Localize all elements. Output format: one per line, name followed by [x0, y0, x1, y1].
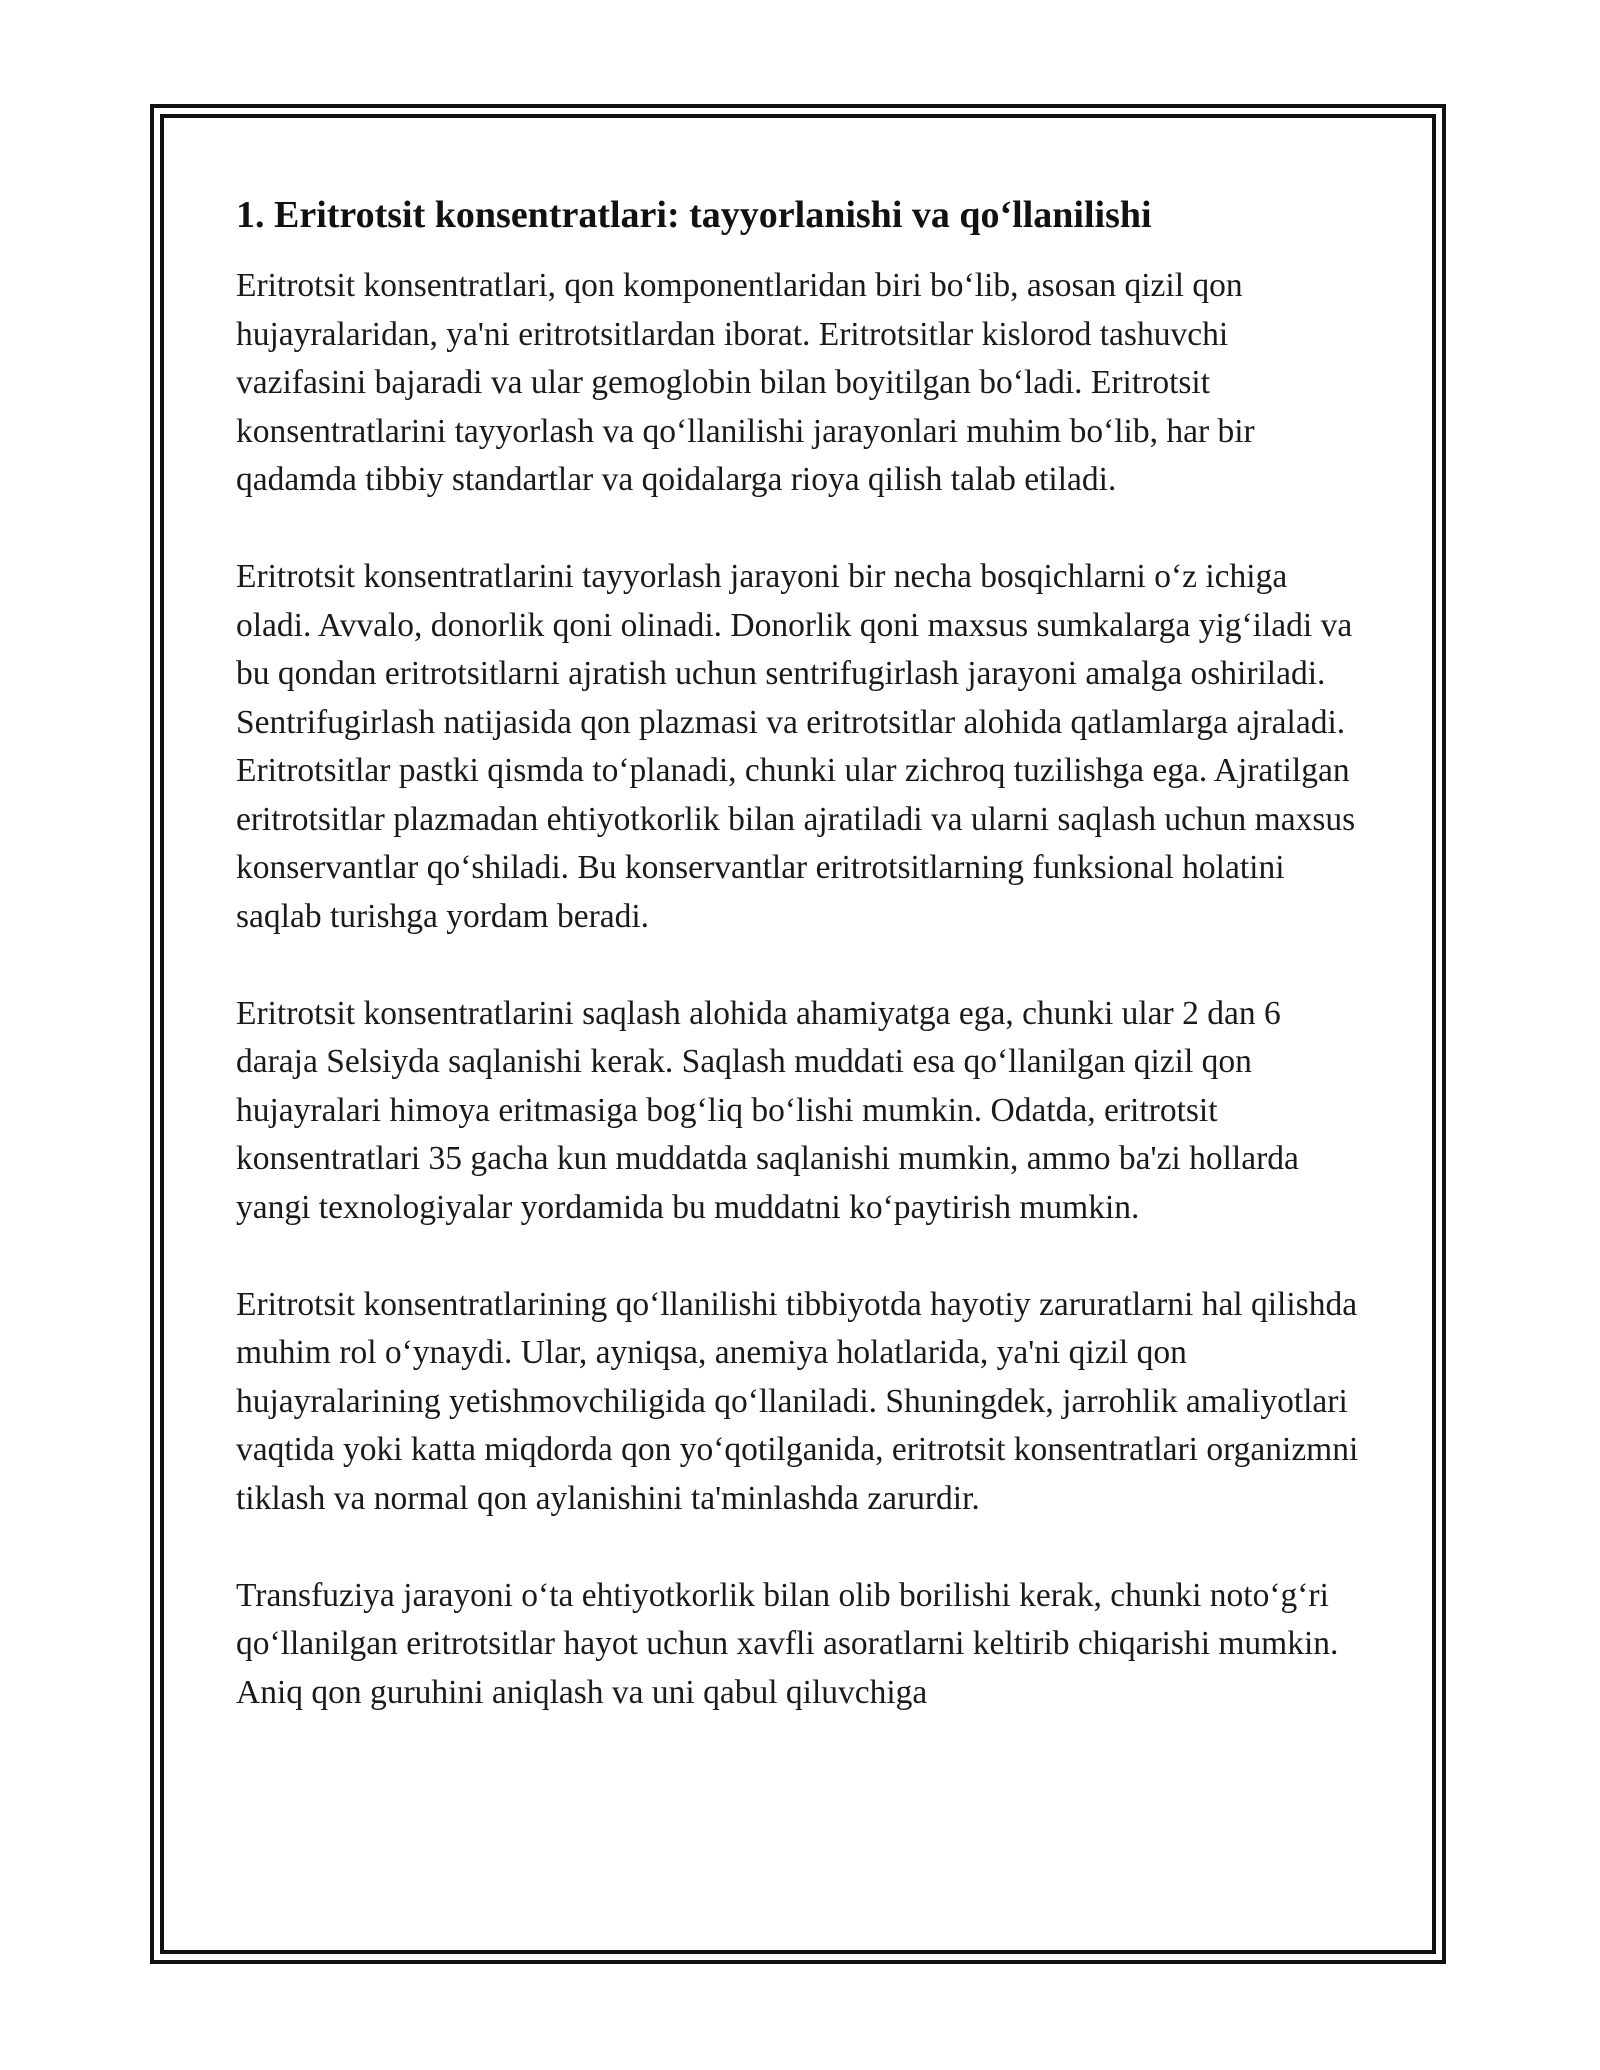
paragraph-preparation: Eritrotsit konsentratlarini tayyorlash jarayoni bir necha bosqichlarni o‘z ichiga oladi. Avvalo, donorlik qoni olinadi. Donorlik qoni maxsus sumkalarga yig‘iladi va bu qondan eritrotsitlarni ajratish uchun sentrifugirlash jarayoni amalga oshiriladi. Sentrifugirlash natijasida qon plazmasi va eritrotsitlar alohida qatlamlarga ajraladi. Eritrotsitlar pastki qismda to‘planadi, chunki ular zichroq tuzilishga ega. Ajratilgan eritrotsitlar plazmadan ehtiyotkorlik bilan ajratiladi va ularni saqlash uchun maxsus konservantlar qo‘shiladi. Bu konservantlar eritrotsitlarning funksional holatini saqlab turishga yordam beradi. — [236, 558, 1356, 935]
paragraph-application: Eritrotsit konsentratlarining qo‘llanilishi tibbiyotda hayotiy zaruratlarni hal qilishda muhim rol o‘ynaydi. Ular, ayniqsa, anemiya holatlarida, ya'ni qizil qon hujayralarining yetishmovchiligida qo‘llaniladi. Shuningdek, jarrohlik amaliyotlari vaqtida yoki katta miqdorda qon yo‘qotilganida, eritrotsit konsentratlari organizmni tiklash va normal qon aylanishini ta'minlashda zarurdir. — [236, 1285, 1359, 1517]
paragraph-transfusion: Transfuziya jarayoni o‘ta ehtiyotkorlik bilan olib borilishi kerak, chunki noto‘g‘ri qo‘llanilgan eritrotsitlar hayot uchun xavfli asoratlarni keltirib chiqarishi mumkin. Aniq qon guruhini aniqlash va uni qabul qiluvchiga — [236, 1576, 1339, 1711]
paragraph-storage: Eritrotsit konsentratlarini saqlash alohida ahamiyatga ega, chunki ular 2 dan 6 daraja Selsiyda saqlanishi kerak. Saqlash muddati esa qo‘llanilgan qizil qon hujayralari himoya eritmasiga bog‘liq bo‘lishi mumkin. Odatda, eritrotsit konsentratlari 35 gacha kun muddatda saqlanishi mumkin, ammo ba'zi hollarda yangi texnologiyalar yordamida bu muddatni ko‘paytirish mumkin. — [236, 994, 1299, 1226]
paragraph-intro: Eritrotsit konsentratlari, qon komponentlaridan biri bo‘lib, asosan qizil qon hujayralaridan, ya'ni eritrotsitlardan iborat. Eritrotsitlar kislorod tashuvchi vazifasini bajaradi va ular gemoglobin bilan boyitilgan bo‘ladi. Eritrotsit konsentratlarini tayyorlash va qo‘llanilishi jarayonlari muhim bo‘lib, har bir qadamda tibbiy standartlar va qoidalarga rioya qilish talab etiladi. — [236, 267, 1255, 498]
document-body — [236, 190, 1366, 1766]
section-heading: 1. Eritrotsit konsentratlari: tayyorlanishi va qo‘llanilishi — [236, 194, 1152, 236]
